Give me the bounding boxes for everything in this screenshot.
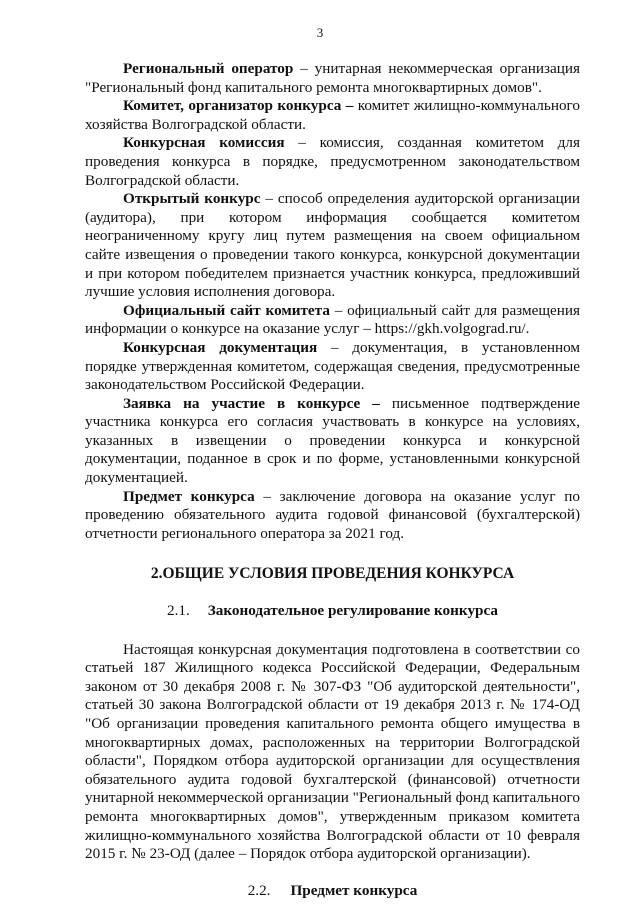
subsection-heading-2-1 (85, 602, 580, 621)
definition-text: – унитарная некоммерческая организация "Региональный фонд капитального ремонта многоквартирных домов". (85, 60, 581, 96)
definition-text: – документация, в установленном порядке утвержденная комитетом, содержащая сведения, предусмотренные законодательством Российской Федерации. (85, 338, 580, 394)
definition-text: – комиссия, созданная комитетом для проведения конкурса в порядке, предусмотренном законодательством Волгоградской области. (85, 134, 580, 189)
definition-text: – способ определения аудиторской организации (аудитора), при котором информация сообщается комитетом неограниченному кругу лиц путем размещения на своем официальном сайте извещения о проведении такого конкурса, конкурсной документации и при котором победителем признается участник конкурса, предложивший лучшие условия исполнения договора. (85, 190, 580, 301)
definition-term: Открытый конкурс (123, 190, 261, 208)
definition-subject (85, 488, 580, 544)
subsection-title: Предмет конкурса (290, 881, 418, 899)
definition-commission (85, 134, 580, 190)
definition-term: Официальный сайт комитета (123, 301, 330, 319)
definition-text: письменное подтверждение участника конкурса его согласия участвовать в конкурсе на условиях, указанных в извещении о проведении конкурса и конкурсной документации, поданное в срок и по форме, установленными конкурсной документацией. (85, 394, 580, 487)
definition-text: комитет жилищно-коммунального хозяйства Волгоградской области. (85, 97, 580, 133)
subsection-heading-2-2 (85, 882, 580, 901)
definition-committee (85, 97, 580, 134)
definition-term: Конкурсная комиссия (123, 134, 285, 152)
definition-term: Заявка на участие в конкурсе – (123, 394, 380, 412)
subsection-title: Законодательное регулирование конкурса (207, 602, 499, 620)
subsection-number: 2.1. (166, 602, 190, 620)
definition-documentation (85, 339, 580, 395)
definition-text: – заключение договора на оказание услуг по проведению обязательного аудита годовой финансовой (бухгалтерской) отчетности регионального оператора за 2021 год. (85, 487, 580, 542)
definition-term: Региональный оператор (123, 60, 294, 77)
subsection-number: 2.2. (247, 881, 271, 899)
definition-text: – официальный сайт для размещения информации о конкурсе на оказание услуг – https://gkh.volgograd.ru/. (85, 301, 580, 338)
definition-open-contest (85, 190, 580, 302)
definition-application (85, 395, 580, 488)
section-heading: 2.ОБЩИЕ УСЛОВИЯ ПРОВЕДЕНИЯ КОНКУРСА (150, 565, 515, 583)
document-body (85, 60, 580, 900)
definition-term: Предмет конкурса (123, 487, 255, 505)
definition-official-site (85, 302, 580, 339)
legal-regulation-paragraph: Настоящая конкурсная документация подготовлена в соответствии со статьей 187 Жилищного кодекса Российской Федерации, Федеральным законом от 30 декабря 2008 г. № 307-ФЗ "Об аудиторской деятельности", статьей 30 закона Волгоградской области от 19 декабря 2013 г. № 174-ОД "Об организации проведения капитального ремонта общего имущества в многоквартирных домах, расположенных на территории Волгоградской области", Порядком отбора аудиторской организации для осуществления обязательного аудита годовой бухгалтерской (финансовой) отчетности унитарной некоммерческой организации "Региональный фонд капитального ремонта многоквартирных домов", утвержденным приказом комитета жилищно-коммунального хозяйства Волгоградской области от 10 февраля 2015 г. № 23-ОД (далее – Порядок отбора аудиторской организации). (85, 640, 580, 863)
page-number: 3 (316, 25, 324, 40)
definition-regional-operator (85, 60, 580, 97)
definition-term: Конкурсная документация (123, 338, 318, 356)
definition-term: Комитет, организатор конкурса – (123, 97, 354, 115)
